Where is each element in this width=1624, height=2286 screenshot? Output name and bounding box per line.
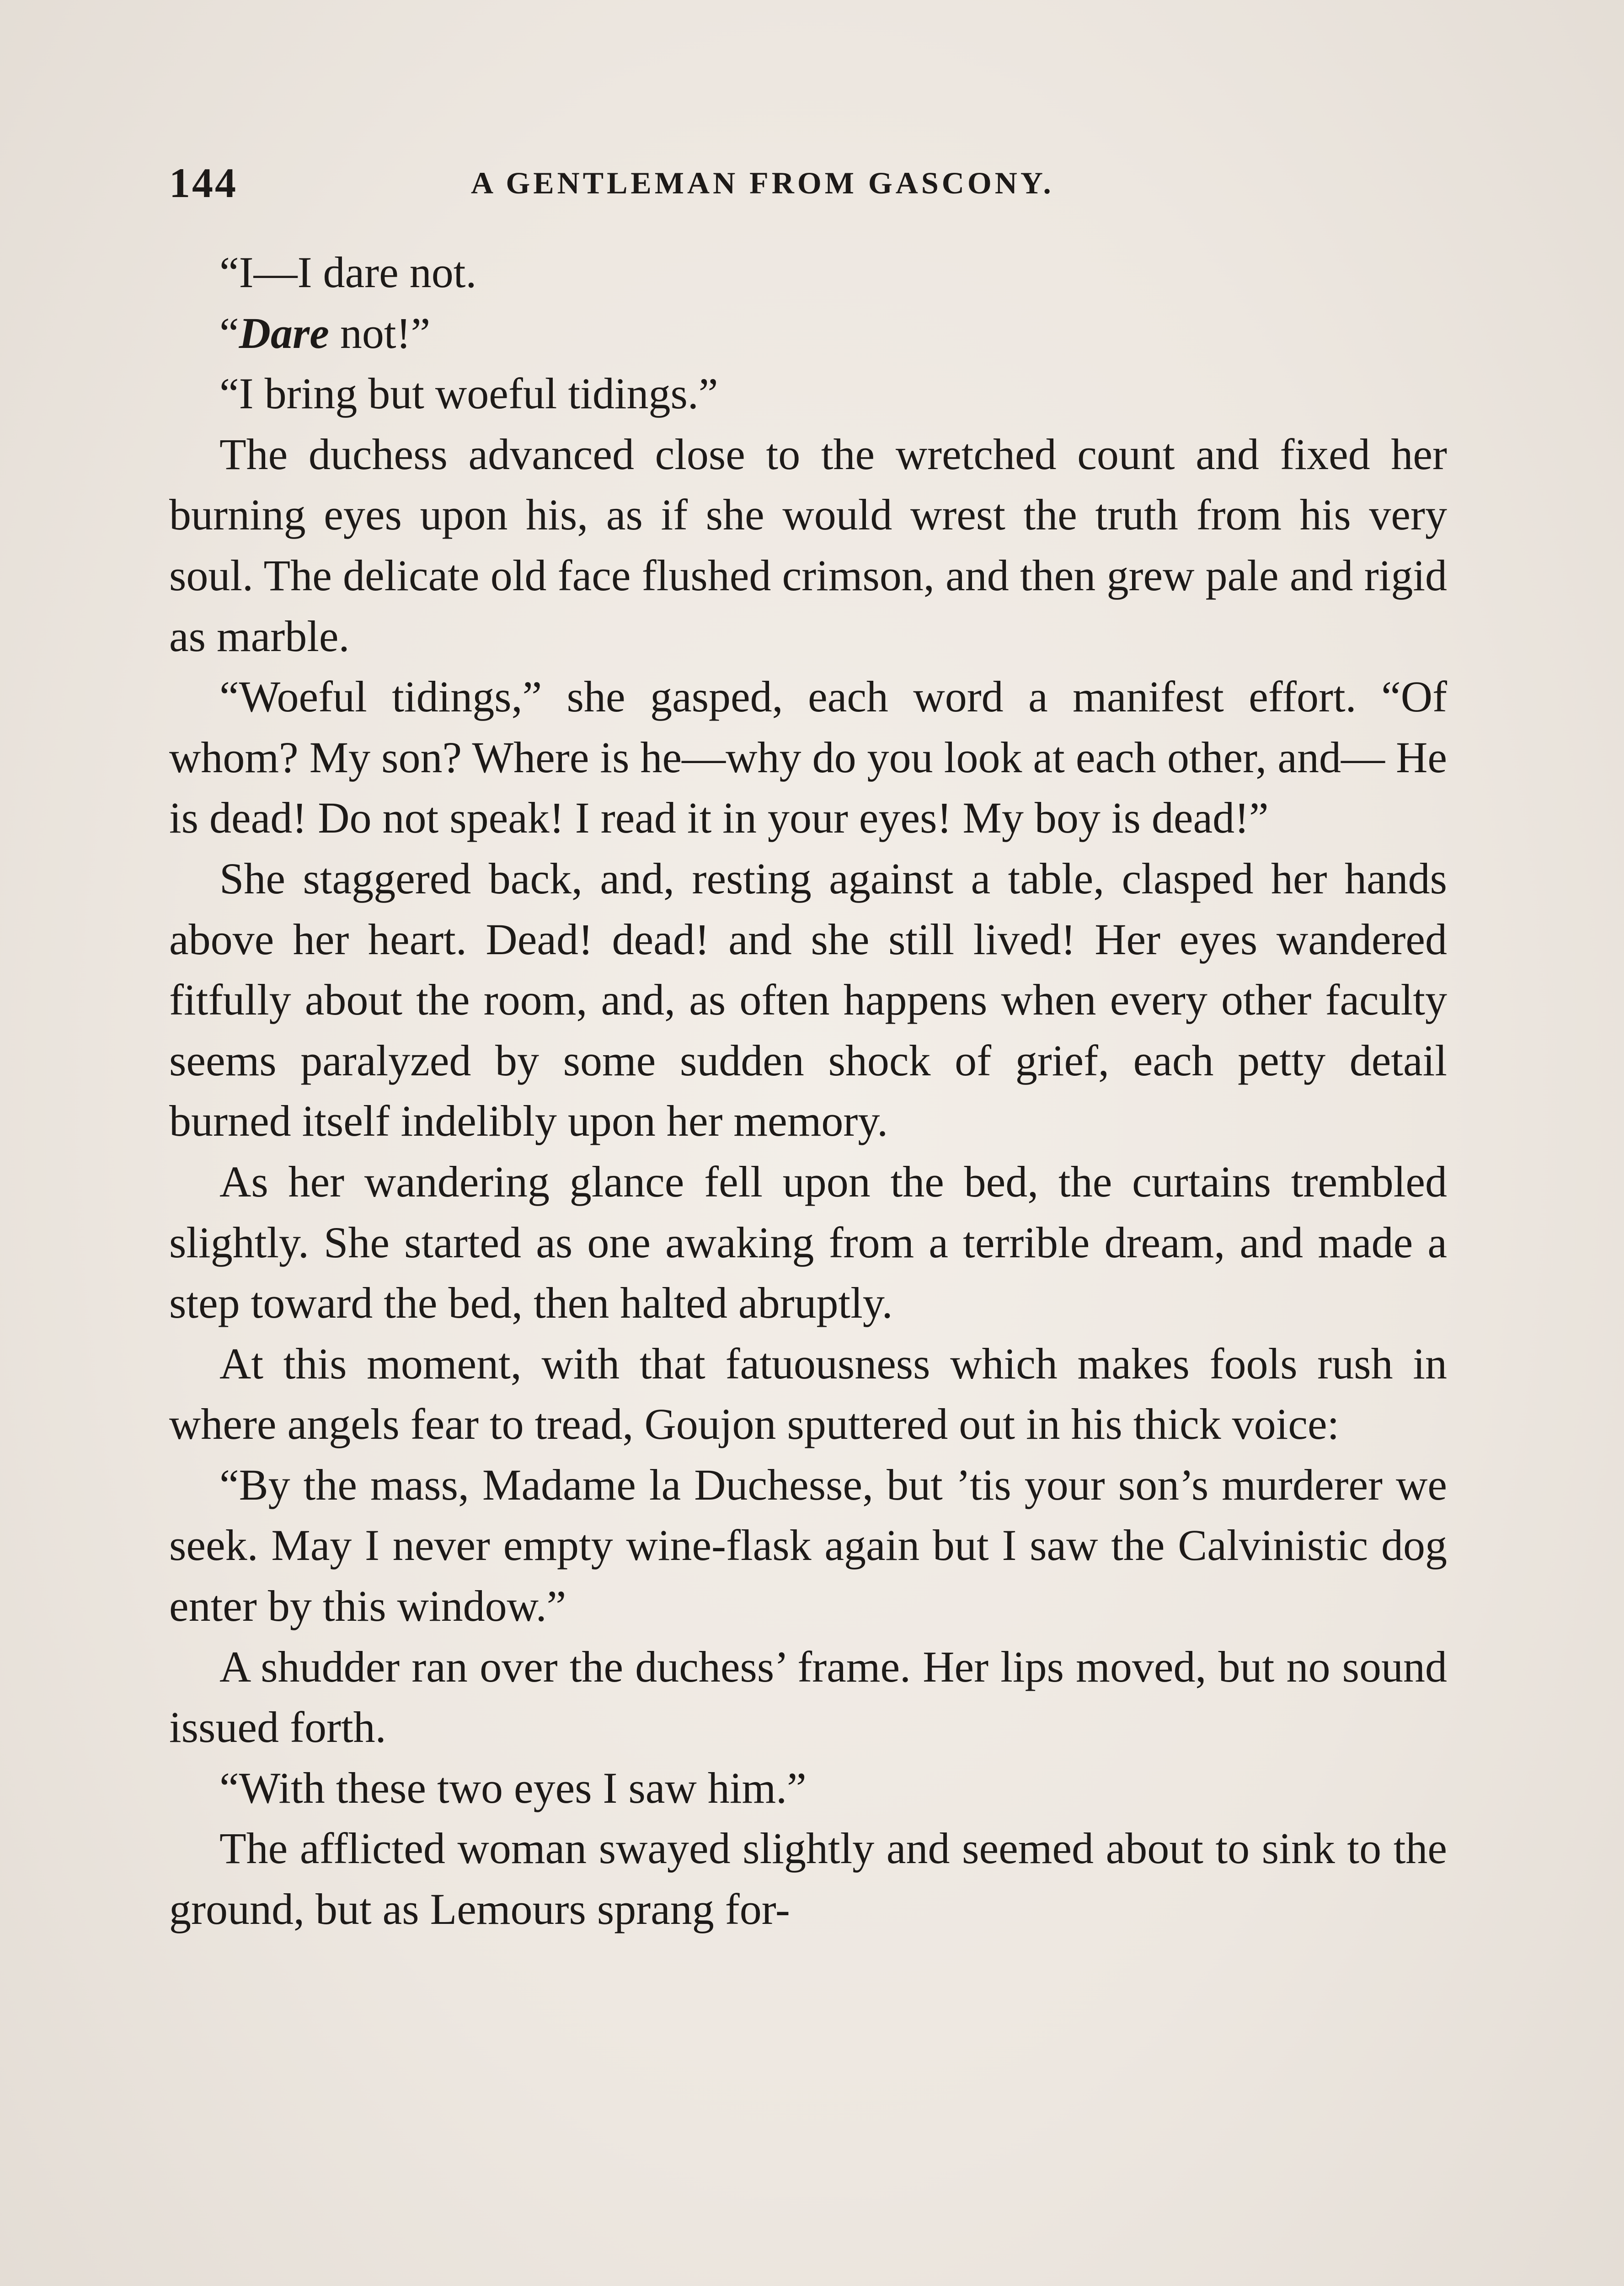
- paragraph: A shudder ran over the duchess’ frame. Her lips moved, but no sound issued forth.: [169, 1642, 1447, 1752]
- page-body: [169, 242, 1447, 1940]
- page-number: 144: [169, 160, 238, 206]
- page-header: [169, 153, 1447, 213]
- paragraph: She staggered back, and, resting against a table, clasped her hands above her heart. Dead! dead! and she still lived! Her eyes wandered fitfully about the room, and, as often happens when every other faculty seems paralyzed by some sudden shock of grief, each petty detail burned itself indelibly upon her memory.: [169, 854, 1447, 1146]
- paragraph: “I—I dare not.: [219, 248, 477, 297]
- paragraph: “With these two eyes I saw him.”: [219, 1763, 807, 1812]
- paragraph: At this moment, with that fatuousness which makes fools rush in where angels fear to tread, Goujon sputtered out in his thick voice:: [169, 1339, 1447, 1449]
- paragraph: As her wandering glance fell upon the bed, the curtains trembled slightly. She started as one awaking from a terrible dream, and made a step toward the bed, then halted abruptly.: [169, 1157, 1447, 1328]
- paragraph: “Woeful tidings,” she gasped, each word a manifest effort. “Of whom? My son? Where is he—why do you look at each other, and— He is dead! Do not speak! I read it in your eyes! My boy is dead!”: [169, 672, 1447, 843]
- emphasis: Dare: [239, 308, 329, 358]
- paragraph: “I bring but woeful tidings.”: [219, 369, 718, 418]
- paragraph: “By the mass, Madame la Duchesse, but ’tis your son’s murderer we seek. May I never empty wine-flask again but I saw the Calvinistic dog enter by this window.”: [169, 1460, 1447, 1631]
- running-title: A GENTLEMAN FROM GASCONY.: [471, 166, 1054, 200]
- paragraph: The duchess advanced close to the wretched count and fixed her burning eyes upon his, as if she would wrest the truth from his very soul. The delicate old face flushed crimson, and then grew pale and rigid as marble.: [169, 429, 1447, 661]
- paragraph: “Dare not!”: [219, 308, 431, 358]
- paragraph: The afflicted woman swayed slightly and seemed about to sink to the ground, but as Lemours sprang for-: [169, 1824, 1447, 1934]
